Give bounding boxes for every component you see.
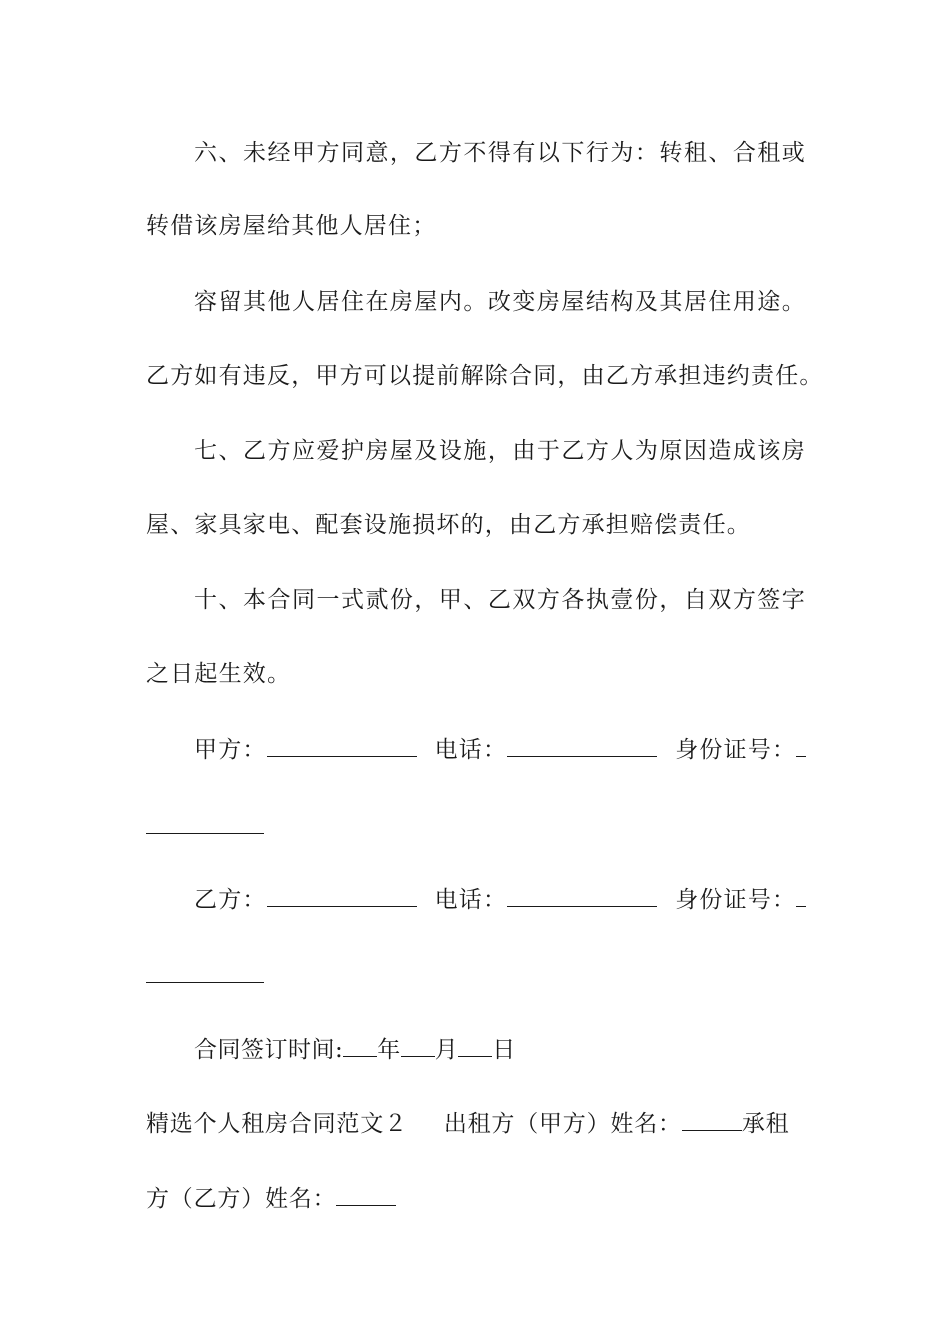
- party-a-id-blank-start: [796, 734, 806, 757]
- clause-6-line-1: 六、未经甲方同意，乙方不得有以下行为：转租、合租或: [194, 140, 806, 166]
- party-b-name-blank: [267, 884, 417, 907]
- next-section-row: [146, 1108, 806, 1138]
- party-b-signature-row: [194, 884, 806, 914]
- next-section-title: 精选个人租房合同范文２: [146, 1111, 408, 1137]
- party-a-id-blank-continued: [146, 833, 264, 834]
- party-b-id-label: 身份证号：: [675, 887, 797, 913]
- month-label: 月: [434, 1037, 459, 1063]
- lessor-name-blank: [682, 1108, 742, 1131]
- party-a-label: 甲方：: [194, 737, 267, 763]
- party-a-phone-label: 电话：: [434, 737, 508, 763]
- sign-date-row: [194, 1034, 806, 1064]
- lessee-name-label-part2: 方（乙方）姓名：: [146, 1186, 337, 1212]
- clause-6b-line-1: 容留其他人居住在房屋内。改变房屋结构及其居住用途。: [194, 289, 806, 315]
- party-a-phone-blank: [507, 734, 657, 757]
- sign-date-label: 合同签订时间:: [194, 1037, 344, 1063]
- lessee-name-blank: [336, 1183, 396, 1206]
- year-blank: [343, 1034, 377, 1057]
- month-blank: [401, 1034, 435, 1057]
- party-b-phone-blank: [507, 884, 657, 907]
- party-b-label: 乙方：: [194, 887, 267, 913]
- clause-6c-line-1: 乙方如有违反，甲方可以提前解除合同，由乙方承担违约责任。: [146, 363, 824, 389]
- clause-6-line-2: 转借该房屋给其他人居住；: [146, 213, 437, 239]
- party-b-phone-label: 电话：: [434, 887, 508, 913]
- party-b-id-blank-continued: [146, 982, 264, 983]
- lessee-row: [146, 1183, 806, 1213]
- clause-7-line-2: 屋、家具家电、配套设施损坏的，由乙方承担赔偿责任。: [146, 512, 751, 538]
- lessee-name-label-part1: 承租: [741, 1111, 790, 1137]
- party-a-id-label: 身份证号：: [675, 737, 797, 763]
- clause-7-line-1: 七、乙方应爱护房屋及设施，由于乙方人为原因造成该房: [194, 438, 806, 464]
- year-label: 年: [377, 1037, 401, 1063]
- day-label: 日: [492, 1037, 516, 1063]
- clause-10-line-1: 十、本合同一式贰份，甲、乙双方各执壹份，自双方签字: [194, 587, 806, 613]
- party-b-id-blank-start: [796, 884, 806, 907]
- lessor-name-label: 出租方（甲方）姓名：: [443, 1111, 682, 1137]
- party-a-signature-row: [194, 734, 806, 764]
- day-blank: [458, 1034, 492, 1057]
- party-a-name-blank: [267, 734, 417, 757]
- clause-10-line-2: 之日起生效。: [146, 661, 292, 687]
